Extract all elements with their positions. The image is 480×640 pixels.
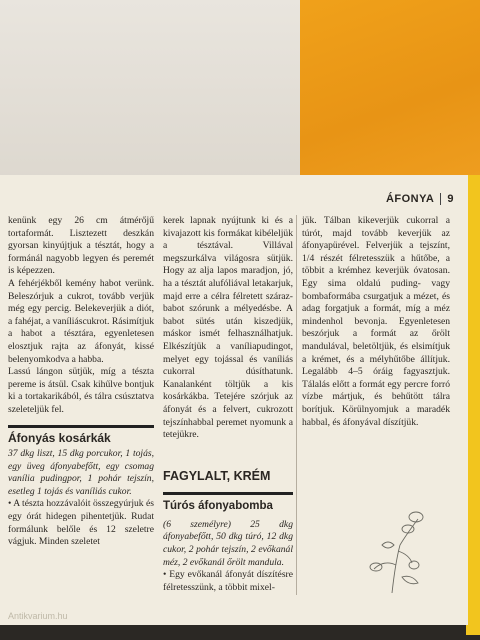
paragraph: kerek lapnak nyújtunk ki és a kivajazott kis formákat kibéleljük a tésztával. Villával megszurkálva világosra sütjük. Hogy az alja lapos maradjon, jó, ha a tésztát alufóliával letakarjuk, majd erre a célra félretett szárazbabot szórunk a mélyedésbe. A babot sütés után kiszedjük, máskor ismét felhasználhatjuk. Elkészítjük a vaníliapudingot, melyet egy tojással és vaníliás cukorral dúsíthatunk. Kanalanként töltjük a kis kosárkákba. Tetejére szórjuk az áfonyát és a felvert, cukrozott tejszínhabbal peremet nyomunk a tetejükre. (163, 215, 293, 441)
paragraph: Lassú lángon sütjük, míg a tészta pereme is átsül. Csak kihűlve bontjuk ki a tortakarikából, és tálra csúsztatva szeleteljük fel. (8, 366, 154, 415)
column-3 (302, 215, 450, 429)
paragraph: A fehérjékből kemény habot verünk. Beleszórjuk a cukrot, tovább verjük még egy percig. Belekeverjük a diót, a fahéjat, a vaníliáscukrot. Rásimítjuk a habot a tésztára, egyenletesen elosztjuk rajta az áfonyát, kissé belenyomkodva a habba. (8, 277, 154, 365)
page-number: 9 (447, 193, 454, 205)
ingredients: 37 dkg liszt, 15 dkg porcukor, 1 tojás, egy üveg áfonyabefőtt, egy csomag vanília pudingpor, 1 pohár tejszín, esetleg 1 tojás és vaníliás cukor. (8, 448, 154, 497)
column-divider (296, 215, 297, 595)
header-separator (440, 193, 441, 205)
category-title: FAGYLALT, KRÉM (163, 468, 271, 483)
paragraph: kenünk egy 26 cm átmérőjű tortaformát. Lisztezett deszkán gyorsan kinyújtjuk a tésztát, hogy a formánál nagyobb legyen és peremét is képezzen. (8, 215, 154, 277)
paragraph: • A tészta hozzávalóit összegyúrjuk és egy órát hidegen pihentetjük. Rudat formálunk belőle és 12 szeletre vágjuk. Minden szeletet (8, 498, 154, 548)
blueberry-flower-illustration-icon (362, 505, 432, 595)
book-page (0, 175, 468, 625)
book-yellow-edge (466, 175, 480, 635)
paragraph: • Egy evőkanál áfonyát díszítésre félretesszünk, a többit mixel- (163, 569, 293, 593)
column-1 (8, 215, 154, 549)
ingredients: (6 személyre) 25 dkg áfonyabefőtt, 50 dkg túró, 12 dkg cukor, 2 pohár tejszín, 2 evőkanál méz, 2 evőkanál őrölt mandula. (163, 518, 293, 568)
watermark: Antikvarium.hu (8, 611, 68, 621)
page-header (386, 193, 454, 205)
section-label: ÁFONYA (385, 193, 435, 205)
recipe-title: Túrós áfonyabomba (163, 492, 293, 513)
column-2 (163, 215, 293, 594)
background-orange-object (300, 0, 480, 175)
paragraph: jük. Tálban kikeverjük cukorral a túrót, majd tovább keverjük az áfonyapürével. Felverjük a tejszínt, 1/4 részét félretesszük a hűtőbe, a többit a krémhez keverjük óvatosan. Egy sima oldalú puding- vagy bombaformába csurgatjuk a mézet, és adag forgatjuk a formát, míg a méz mindenhol bevonja. Egyenletesen beszórjuk a formát az őrölt mandulával, beletöltjük, és elsimítjuk a krémet, és a mélyhűtőbe állítjuk. Legalább 4–5 óráig fagyasztjuk. Tálalás előtt a formát egy percre forró vízbe mártjuk, és behűtött tálra borítjuk. Körülnyomjuk a maradék habbal, és áfonyával díszítjük. (302, 215, 450, 428)
recipe-title: Áfonyás kosárkák (8, 425, 154, 445)
